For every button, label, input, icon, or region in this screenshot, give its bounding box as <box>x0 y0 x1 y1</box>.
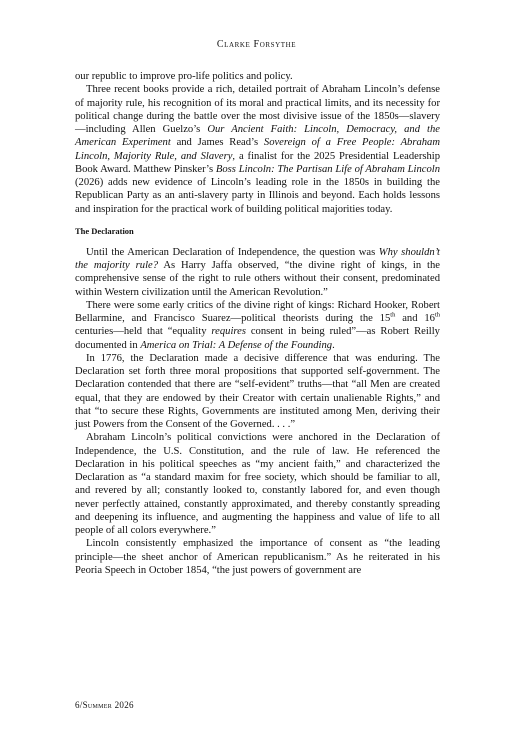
superscript: th <box>434 311 440 319</box>
paragraph-1776: In 1776, the Declaration made a decisive difference that was enduring. The Declaration set forth three moral propositions that supported self-government. The Declaration contended that there are “self-evident” truths—that “all Men are created equal, that they are endowed by their Creator with certain unalienable Rights,” and that “to secure these Rights, Governments are instituted among Men, deriving their just Powers from the Consent of the Governed. . . .” <box>75 352 440 430</box>
text-run: (2026) adds new evidence of Lincoln’s leading role in the 1850s in building the Republican Party as an anti-slavery party in Illinois and beyond. Each holds lessons and inspiration for the practical work of building political majorities today. <box>75 177 440 215</box>
paragraph-consent: Lincoln consistently emphasized the importance of consent as “the leading principle—the sheet anchor of American republicanism.” As he reiterated in his Peoria Speech in October 1854, “the just powers of government are <box>75 538 440 576</box>
paragraph-continuation: our republic to improve pro-life politics and policy. <box>75 71 293 82</box>
text-run: Until the American Declaration of Independence, the question was <box>86 246 379 258</box>
text-run: Three recent books provide a rich, detailed portrait of Abraham Lincoln’s defense of majority rule, his recognition of its moral and practical limits, and its necessity for political change during the battle over the most divisive issue of the 1850s—slavery—including Allen Guelzo’s <box>75 84 440 135</box>
text-run: consent in being ruled”—as Robert Reilly documented in <box>75 326 440 351</box>
paragraph-lincoln-convictions: Abraham Lincoln’s political convictions were anchored in the Declaration of Independence, the U.S. Constitution, and the rule of law. He referenced the Declaration in his political speeches as “my ancient faith,” and characterized the Declaration as “a standard maxim for free society, which should be familiar to all, and revered by all; constantly looked to, constantly labored for, and even though never perfectly attained, constantly approximated, and thereby constantly spreading and deepening its influence, and augmenting the happiness and value of life to all people of all colors everywhere.” <box>75 432 440 536</box>
text-run: There were some early critics of the divine right of kings: Richard Hooker, Robert Bellarmine, and Francisco Suarez—political theorists during the 15 <box>75 299 440 324</box>
superscript: th <box>390 311 396 319</box>
italic-question: Why shouldn’t the majority rule? <box>75 246 440 271</box>
text-run: centuries—held that “equality <box>75 326 212 338</box>
page-folio: 6/Summer 2026 <box>75 700 134 710</box>
text-run: As Harry Jaffa observed, “the divine right of kings, in the comprehensive sense of the right to rule others without their consent, predominated within Western civilization until the American Revolution.” <box>75 260 440 298</box>
book-title-sovereign: Sovereign of a Free People: Abraham Lincoln, Majority Rule, and Slavery <box>75 137 441 162</box>
book-title-our-ancient-faith: Our Ancient Faith: Lincoln, Democracy, and the American Experiment <box>75 124 440 149</box>
text-run: and James Read’s <box>170 137 264 149</box>
book-title-america-on-trial: America on Trial: A Defense of the Founding <box>140 339 333 351</box>
book-title-boss-lincoln: Boss Lincoln: The Partisan Life of Abraham Lincoln <box>215 163 440 175</box>
paragraph-early-critics <box>75 299 440 352</box>
paragraph-majority-rule <box>75 246 440 299</box>
section-heading: The Declaration <box>75 225 134 236</box>
text-run: , a finalist for the 2025 Presidential Leadership Book Award. Matthew Pinsker’s <box>75 150 441 175</box>
italic-requires: requires <box>211 326 246 338</box>
body-text <box>75 70 440 577</box>
text-run: . <box>332 339 335 351</box>
text-run: and 16 <box>395 313 435 324</box>
running-head: Clarke Forsythe <box>216 39 297 50</box>
paragraph-recent-books <box>75 83 440 216</box>
